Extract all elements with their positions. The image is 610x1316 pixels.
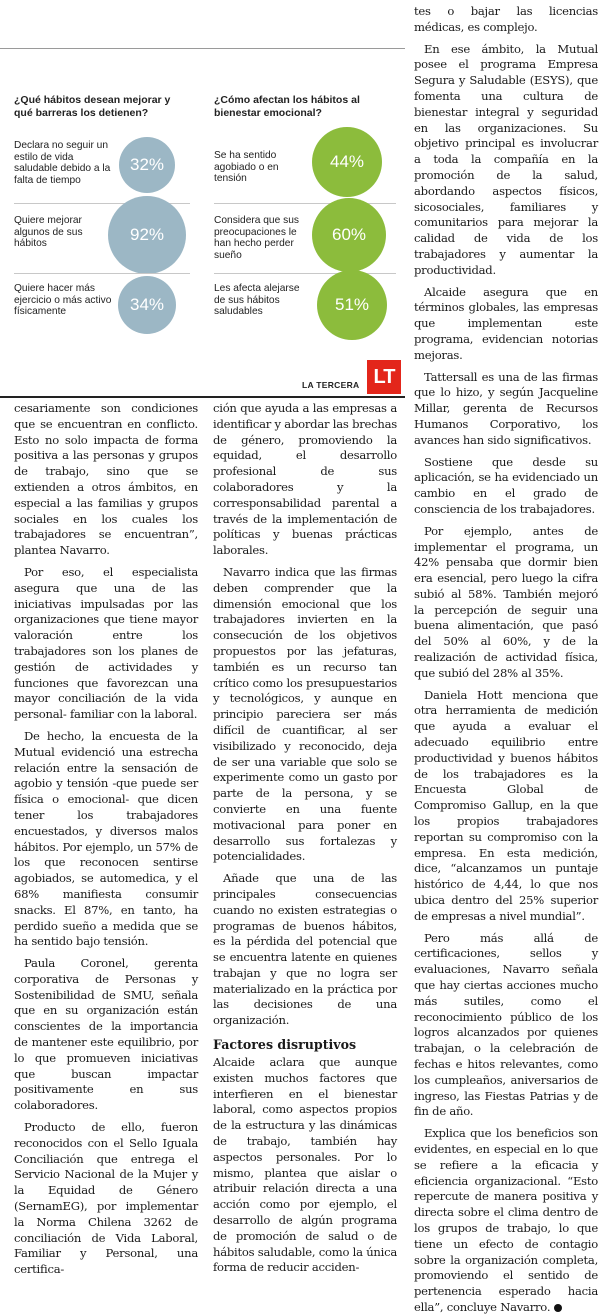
col3-paragraph: Daniela Hott menciona que otra herramienta de medición que ayuda a evaluar el adecuado equilibrio entre productividad y buenos hábitos de los trabajadores es la Encuesta Global de Compromiso Gallup, en la que los propios trabajadores reportan su compromiso con la empresa. En esta medición, dice, “alcanzamos un puntaje histórico de 4,44, lo que nos ubica dentro del 25% superior de empresas a nivel mundial”. (414, 687, 598, 923)
left-item-3-label: Quiere hacer más ejercicio o más activo físicamente (14, 283, 112, 318)
col3-paragraph: Por ejemplo, antes de implementar el programa, un 42% pensaba que dormir bien era esencial, pero luego la cifra subió al 58%. También mejoró la percepción de seguir una buena alimentación, que pasó del 50% al 60%, y de la realización de actividad física, que subió del 28% al 35%. (414, 523, 598, 680)
la-tercera-logo (367, 360, 401, 394)
infographic-top-rule (0, 48, 405, 49)
right-item-1-value: 44% (329, 152, 365, 171)
logo-text: LT (373, 365, 395, 388)
right-item-2-label: Considera que sus preocupaciones le han hecho perder sueño (214, 215, 299, 261)
left-item-3-circle (118, 276, 176, 334)
right-item-1-label: Se ha sentido agobiado o en tensión (214, 150, 279, 185)
right-item-2-circle (312, 198, 386, 272)
left-item-1-label: Declara no seguir un estilo de vida saludable debido a la falta de tiempo (14, 140, 111, 186)
col3-paragraph (414, 1126, 598, 1316)
right-item-3-circle (317, 270, 387, 340)
col1-paragraph: Paula Coronel, gerenta corporativa de Personas y Sostenibilidad de SMU, señala que en su organización están conscientes de la importancia de mantener este equilibrio, por lo que promueven iniciativas que buscan impactar positivamente en sus colaboradores. (14, 956, 198, 1113)
col2-paragraph: Alcaide aclara que aunque existen muchos factores que interfieren en el bienestar laboral, como aspectos propios de la estructura y las dinámicas de trabajo, también hay aspectos personales. Por lo mismo, plantea que aislar o atribuir relación directa a una acción como por ejemplo, el desarrollo de algún programa de promoción de salud o de hábitos saludable, como la única forma de reducir acciden- (213, 1055, 397, 1275)
col1-paragraph: Por eso, el especialista asegura que una de las iniciativas impulsadas por las organizaciones que tiene mayor valoración entre los trabajadores son los planes de gestión de actividades y funciones que favorezcan una mayor conciliación de la vida personal- familiar con la laboral. (14, 564, 198, 722)
col1-paragraph: cesariamente son condiciones que se encuentran en conflicto. Esto no solo impacta de forma positiva a las personas y grupos de trabajo, sino que se extienden a otros ámbitos, en especial a las familias y grupos sociales en los cuales los trabajadores se encuentran”, plantea Navarro. (14, 401, 198, 558)
section-heading: Factores disruptivos (213, 1037, 357, 1053)
col1-paragraph: De hecho, la encuesta de la Mutual evidenció una estrecha relación entre la sensación de agobio y tensión -que puede ser física o emocional- que dicen tener los trabajadores encuestados, y diversos malos hábitos. Por ejemplo, un 57% de los que reconocen sentirse agobiados, se automedica, y el 68% manifiesta consumir snacks. El 87%, en tanto, ha perdido sueño a medida que se ha sentido bajo tensión. (14, 728, 198, 949)
col3-paragraph: Alcaide asegura que en términos globales, las empresas que implementan este programa, evidencian notorias mejoras. (414, 284, 598, 362)
col2-paragraph: Navarro indica que las firmas deben comprender que la dimensión emocional que los trabajadores invierten en la consecución de los objetivos propuestos por las jefaturas, también es un recurso tan crítico como los presupuestarios y tecnológicos, y aunque en principio pareciera ser más difícil de cuantificar, al ser visibilizado y reconocido, deja de ser una variable que solo se experimente como un gasto por parte de la persona, y se convierte en una fuente motivacional para poner en desarrollo sus fortalezas y potencialidades. (213, 564, 397, 864)
left-item-2-value: 92% (129, 225, 165, 244)
right-item-3-value: 51% (334, 295, 370, 314)
col3-paragraph: En ese ámbito, la Mutual posee el programa Empresa Segura y Saludable (ESYS), que fomenta una cultura de bienestar integral y seguridad en las organizaciones. Su objetivo principal es involucrar a toda la compañía en la promoción de la salud, abordando aspectos físicos, sicosociales, familiares y comunitarios para mejorar la calidad de vida de los trabajadores y aumentar la productividad. (414, 41, 598, 277)
col3-paragraph: Sostiene que desde su aplicación, se ha evidenciado un cambio en el grado de consciencia de los trabajadores. (414, 454, 598, 516)
col2-paragraph: Añade que una de las principales consecuencias cuando no existen estrategias o programas de buenos hábitos, es la pérdida del potencial que se encuentra latente en quienes trabajan y que no logra ser materializado en la práctica por las decisiones de una organización. (213, 871, 397, 1028)
right-item-1-circle (312, 127, 382, 197)
col2-paragraph: ción que ayuda a las empresas a identificar y abordar las brechas de género, promoviendo la equidad, el desarrollo profesional de sus colaboradores y la corresponsabilidad parental a través de la implementación de políticas y buenas prácticas laborales. (213, 401, 397, 558)
article-column-1 (14, 401, 198, 1277)
right-item-2-value: 60% (331, 225, 367, 244)
right-item-3-label: Les afecta alejarse de sus hábitos saludables (214, 283, 300, 318)
article-column-2 (213, 401, 397, 1275)
left-item-1-circle (119, 137, 175, 193)
left-divider-2 (14, 273, 190, 274)
col1-paragraph: Producto de ello, fueron reconocidos con el Sello Iguala Conciliación que entrega el Servicio Nacional de la Mujer y la Equidad de Género (SernamEG), por implementar la Norma Chilena 3262 de conciliación de Vida Laboral, Familiar y Personal, una certifica- (14, 1120, 198, 1277)
col3-paragraph: tes o bajar las licencias médicas, es complejo. (414, 4, 598, 34)
col3-last-text: Explica que los beneficios son evidentes, en especial en lo que se refiere a la eficacia y eficiencia organizacional. “Esto repercute de manera positiva y directa sobre el clima dentro de los grupos de trabajo, lo que tiene un efecto de contagio sobre la organización completa, promoviendo el sentido de pertenencia esperado hacia ella”, concluye Navarro. (414, 1126, 598, 1314)
left-item-3-value: 34% (129, 295, 165, 314)
source-label: LA TERCERA (302, 380, 360, 390)
infographic-right-title: ¿Cómo afectan los hábitos al bienestar emocional? (214, 94, 360, 119)
infographic-bottom-rule (0, 396, 405, 398)
col3-paragraph: Pero más allá de certificaciones, sellos y evaluaciones, Navarro señala que hay ciertas acciones mucho más sutiles, como el reconocimiento público de los logros alcanzados por quienes trabajan, o la celebración de fechas e hitos relevantes, como los cumpleaños, aniversarios de ingreso, las Fiestas Patrias y de fin de año. (414, 930, 598, 1119)
left-item-2-label: Quiere mejorar algunos de sus hábitos (14, 215, 83, 250)
article-column-3 (414, 4, 598, 1314)
left-item-2-circle (108, 196, 186, 274)
infographic-left-title: ¿Qué hábitos desean mejorar y qué barreras los detienen? (14, 94, 171, 119)
end-mark-icon (554, 1304, 562, 1312)
left-item-1-value: 32% (129, 155, 165, 174)
col3-paragraph: Tattersall es una de las firmas que lo hizo, y según Jacqueline Millar, gerenta de Recursos Humanos Corporativo, los avances han sido significativos. (414, 369, 598, 447)
